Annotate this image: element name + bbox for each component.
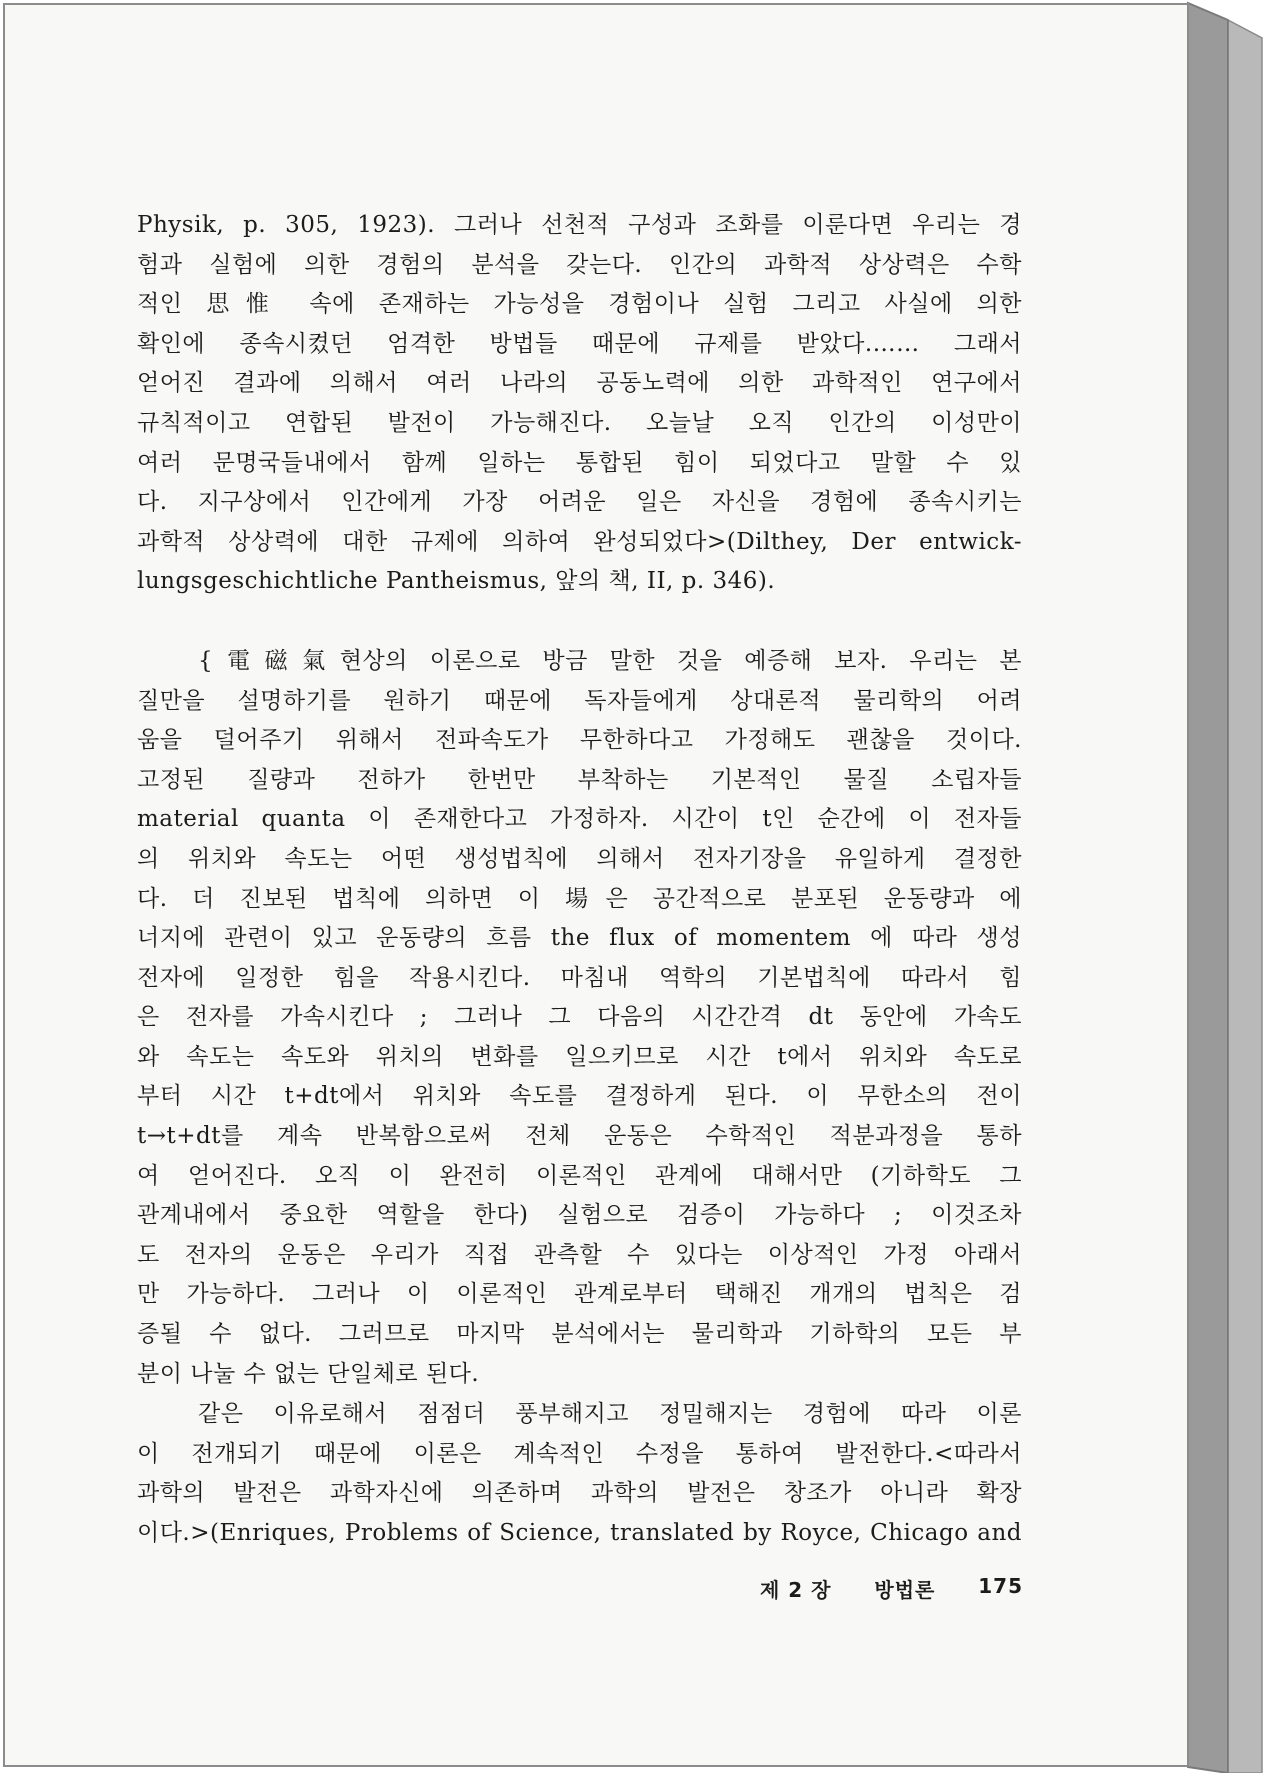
- text-line: 부터 시간 t+dt에서 위치와 속도를 결정하게 된다. 이 무한소의 전이: [137, 1083, 1022, 1110]
- running-head-section: 방법론: [874, 1578, 936, 1602]
- text-line: 너지에 관련이 있고 운동량의 흐름 the flux of momentem 에 따라 생성: [137, 925, 1022, 952]
- text-line: 이다.>(Enriques, Problems of Science, translated by Royce, Chicago and: [137, 1520, 1022, 1546]
- text-line: t→t+dt를 계속 반복함으로써 전체 운동은 수학적인 적분과정을 통하: [137, 1123, 1022, 1150]
- paragraph-citation-continuation: [137, 206, 1022, 602]
- text-line: lungsgeschichtliche Pantheismus, 앞의 책, II, p. 346).: [137, 568, 776, 595]
- text-line: 과학적 상상력에 대한 규제에 의하여 완성되었다>(Dilthey, Der entwick-: [137, 528, 1022, 555]
- text-line: 이 전개되기 때문에 이론은 계속적인 수정을 통하여 발전한다.<따라서: [137, 1440, 1022, 1467]
- text-line: material quanta 이 존재한다고 가정하자. 시간이 t인 순간에 이 전자들: [137, 806, 1022, 833]
- text-line: 같은 이유로해서 점점더 풍부해지고 정밀해지는 경험에 따라 이론: [198, 1401, 1022, 1428]
- text-line: 고정된 질량과 전하가 한번만 부착하는 기본적인 물질 소립자들: [137, 766, 1022, 793]
- page-number: 175: [978, 1574, 1023, 1598]
- text-line: 다. 더 진보된 법칙에 의하면 이 場은 공간적으로 분포된 운동량과 에: [137, 885, 1022, 912]
- text-line: 증될 수 없다. 그러므로 마지막 분석에서는 물리학과 기하학의 모든 부: [137, 1321, 1022, 1348]
- text-line: 의 위치와 속도는 어떤 생성법칙에 의해서 전자기장을 유일하게 결정한: [137, 845, 1022, 872]
- paragraph-gap: [137, 602, 1022, 642]
- text-line: 와 속도는 속도와 위치의 변화를 일으키므로 시간 t에서 위치와 속도로: [137, 1043, 1022, 1070]
- text-line: 여 얻어진다. 오직 이 완전히 이론적인 관계에 대해서만 (기하학도 그: [137, 1162, 1022, 1189]
- text-line: 확인에 종속시켰던 엄격한 방법들 때문에 규제를 받았다.…… 그래서: [137, 330, 1022, 357]
- text-line: 여러 문명국들내에서 함께 일하는 통합된 힘이 되었다고 말할 수 있: [137, 449, 1022, 476]
- text-line: Physik, p. 305, 1923). 그러나 선천적 구성과 조화를 이룬다면 우리는 경: [137, 212, 1022, 238]
- page-footer: [760, 1574, 1023, 1603]
- text-line: 다. 지구상에서 인간에게 가장 어려운 일은 자신을 경험에 종속시키는: [137, 489, 1022, 516]
- text-line: 전자에 일정한 힘을 작용시킨다. 마침내 역학의 기본법칙에 따라서 힘: [137, 964, 1022, 991]
- text-line: 적인 思惟 속에 존재하는 가능성을 경험이나 실험 그리고 사실에 의한: [137, 291, 1022, 318]
- text-line: 움을 덜어주기 위해서 전파속도가 무한하다고 가정해도 괜찮을 것이다.: [137, 727, 1022, 754]
- text-line: 분이 나눌 수 없는 단일체로 된다.: [137, 1360, 480, 1387]
- text-line: 질만을 설명하기를 원하기 때문에 독자들에게 상대론적 물리학의 어려: [137, 687, 1022, 714]
- text-line: 도 전자의 운동은 우리가 직접 관측할 수 있다는 이상적인 가정 아래서: [137, 1241, 1022, 1268]
- running-head-chapter: 제 2 장: [760, 1578, 832, 1602]
- text-line: 규칙적이고 연합된 발전이 가능해진다. 오늘날 오직 인간의 이성만이: [137, 409, 1022, 436]
- text-line: 험과 실험에 의한 경험의 분석을 갖는다. 인간의 과학적 상상력은 수학: [137, 251, 1022, 278]
- text-line: 관계내에서 중요한 역할을 한다) 실험으로 검증이 가능하다 ; 이것조차: [137, 1202, 1022, 1229]
- text-line: 얻어진 결과에 의해서 여러 나라의 공동노력에 의한 과학적인 연구에서: [137, 370, 1022, 397]
- text-line: 은 전자를 가속시킨다 ; 그러나 그 다음의 시간간격 dt 동안에 가속도: [137, 1004, 1022, 1031]
- page-body: [137, 206, 1022, 1554]
- text-line: 만 가능하다. 그러나 이 이론적인 관계로부터 택해진 개개의 법칙은 검: [137, 1281, 1022, 1308]
- text-line: 과학의 발전은 과학자신에 의존하며 과학의 발전은 창조가 아니라 확장: [137, 1480, 1022, 1507]
- paragraph-science-development: [137, 1395, 1022, 1553]
- text-line: {電磁氣현상의 이론으로 방금 말한 것을 예증해 보자. 우리는 본: [198, 647, 1022, 674]
- paragraph-electromagnetic-example: [137, 642, 1022, 1394]
